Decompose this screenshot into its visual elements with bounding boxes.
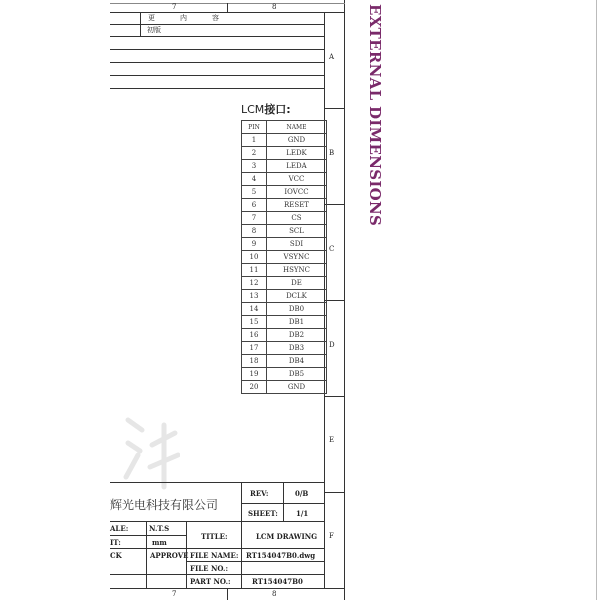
revision-row-line [110,75,324,76]
pin-signal-name: SCL [267,225,327,238]
pin-number: 1 [242,134,267,147]
pin-signal-name: DB5 [267,368,327,381]
pin-signal-name: VSYNC [267,251,327,264]
title-block-line [110,535,186,536]
pin-number: 3 [242,160,267,173]
pin-row [242,173,327,186]
pin-signal-name: DCLK [267,290,327,303]
revision-first-entry: 初版 [147,26,161,34]
pin-signal-name: DB3 [267,342,327,355]
watermark-glyph [120,415,180,490]
right-frame-outer [344,0,345,600]
pin-number: 8 [242,225,267,238]
part-no-label: PART NO.: [190,577,231,586]
pin-row [242,134,327,147]
zone-tick [324,108,344,109]
pin-signal-name: IOVCC [267,186,327,199]
pin-number: 9 [242,238,267,251]
revision-row-line [110,88,324,89]
pin-number: 6 [242,199,267,212]
pin-number: 18 [242,355,267,368]
title-block-line [110,574,324,575]
pin-row [242,147,327,160]
pin-row [242,160,327,173]
zone-tick [324,396,344,397]
pin-row [242,368,327,381]
scale-value: N.T.S [149,524,170,533]
pin-signal-name: GND [267,381,327,394]
pin-column-header: PIN [242,121,267,134]
scale-label: ALE: [110,524,129,533]
pin-row [242,225,327,238]
bottom-ruler-tick [227,588,228,600]
lcm-title-prefix: LCM [241,103,265,116]
pin-row [242,264,327,277]
sheet-value: 1/1 [296,509,309,518]
zone-tick [324,492,344,493]
revision-row-line [110,36,324,37]
title-block-col [241,482,242,588]
pin-row [242,212,327,225]
pin-row [242,381,327,394]
revision-header-3: 容 [212,14,219,22]
pin-row [242,355,327,368]
pin-signal-name: SDI [267,238,327,251]
pin-signal-name: LEDK [267,147,327,160]
bottom-ruler-number-right: 8 [272,590,277,598]
side-title: EXTERNAL DIMENSIONS [366,4,384,227]
check-label: CK [110,551,122,560]
pin-number: 20 [242,381,267,394]
page-right-edge [596,0,597,600]
pin-number: 12 [242,277,267,290]
lcm-interface-title [241,104,291,115]
file-name-label: FILE NAME: [190,551,239,560]
pin-table-body [242,134,327,394]
top-ruler-number-left: 7 [172,3,177,11]
revision-header-2: 内 [180,14,187,22]
title-block-line [186,561,324,562]
zone-tick [324,204,344,205]
title-block-line [110,548,324,549]
lcm-title-suffix: 接口: [264,103,291,116]
pin-row [242,342,327,355]
title-block-col [146,521,147,588]
pin-row [242,186,327,199]
pin-signal-name: HSYNC [267,264,327,277]
pin-row [242,290,327,303]
rev-value: 0/B [295,489,309,498]
pin-row [242,303,327,316]
revision-col-line [140,12,141,36]
name-column-header: NAME [267,121,327,134]
approve-label: APPROVE [150,551,189,560]
lcm-pin-table [241,120,327,394]
pin-row [242,277,327,290]
zone-letter-b: B [329,149,335,157]
pin-signal-name: DB1 [267,316,327,329]
pin-signal-name: RESET [267,199,327,212]
zone-letter-f: F [329,532,334,540]
pin-signal-name: LEDA [267,160,327,173]
pin-number: 10 [242,251,267,264]
pin-number: 17 [242,342,267,355]
pin-number: 14 [242,303,267,316]
pin-row [242,329,327,342]
pin-number: 7 [242,212,267,225]
pin-number: 11 [242,264,267,277]
pin-number: 19 [242,368,267,381]
top-ruler-tick [227,3,228,12]
rev-label: REV: [250,489,269,498]
revision-row-line [110,49,324,50]
file-name-value: RT154047B0.dwg [246,551,316,560]
pin-signal-name: CS [267,212,327,225]
pin-row [242,251,327,264]
bottom-ruler-number-left: 7 [172,590,177,598]
zone-letter-e: E [329,436,335,444]
pin-signal-name: DB4 [267,355,327,368]
pin-number: 5 [242,186,267,199]
part-no-value: RT154047B0 [252,577,303,586]
title-value: LCM DRAWING [256,532,318,541]
revision-row-line [110,62,324,63]
pin-number: 2 [242,147,267,160]
pin-row [242,316,327,329]
pin-row [242,238,327,251]
title-block-top [110,482,324,483]
revision-row-line [110,24,324,25]
pin-signal-name: VCC [267,173,327,186]
zone-letter-d: D [329,341,335,349]
side-title-container [362,4,390,227]
revision-header-1: 更 [148,14,155,22]
title-label: TITLE: [201,532,228,541]
sheet-label: SHEET: [248,509,278,518]
company-name: 辉光电科技有限公司 [110,498,219,512]
zone-letter-a: A [329,53,335,61]
file-no-label: FILE NO.: [190,564,229,573]
pin-row [242,199,327,212]
pin-signal-name: GND [267,134,327,147]
title-block-line [110,521,324,522]
zone-letter-c: C [329,245,335,253]
pin-signal-name: DB2 [267,329,327,342]
pin-signal-name: DB0 [267,303,327,316]
pin-number: 13 [242,290,267,303]
pin-number: 15 [242,316,267,329]
pin-table-header-row [242,121,327,134]
unit-label: IT: [110,538,121,547]
pin-signal-name: DE [267,277,327,290]
top-border [110,12,345,13]
pin-number: 16 [242,329,267,342]
title-block-col [283,482,284,521]
pin-number: 4 [242,173,267,186]
zone-divider [326,300,344,301]
top-ruler-number-right: 8 [272,3,277,11]
unit-value: mm [152,538,167,547]
